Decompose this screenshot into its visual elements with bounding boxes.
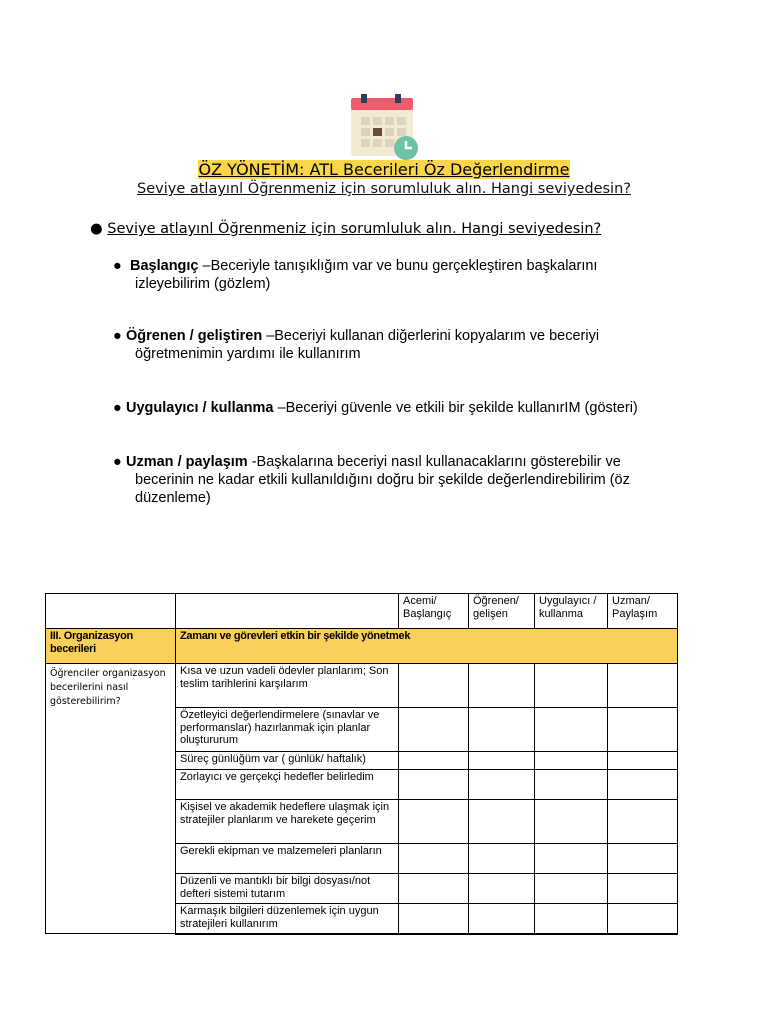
rating-cell[interactable]: [608, 708, 678, 752]
skill-cell: Karmaşık bilgileri düzenlemek için uygun stratejileri kullanırım: [176, 904, 399, 934]
skills-assessment-table: [45, 593, 678, 935]
rating-cell[interactable]: [608, 904, 678, 934]
rating-cell[interactable]: [469, 844, 535, 874]
table-row: [46, 664, 678, 708]
rating-cell[interactable]: [608, 844, 678, 874]
rating-cell[interactable]: [608, 874, 678, 904]
lead-bullet: ● Seviye atlayınl Öğrenmeniz için sorumluluk alın. Hangi seviyedesin?: [90, 221, 602, 237]
skill-cell: Kişisel ve akademik hedeflere ulaşmak için stratejiler planlarım ve harekete geçerim: [176, 800, 399, 844]
rating-cell[interactable]: [399, 752, 469, 770]
page-title: ÖZ YÖNETİM: ATL Becerileri Öz Değerlendirme: [198, 160, 570, 179]
guiding-question: Öğrenciler organizasyon becerilerini nasıl gösterebilirim?: [46, 664, 176, 934]
rating-cell[interactable]: [469, 800, 535, 844]
rating-cell[interactable]: [535, 708, 608, 752]
rating-cell[interactable]: [608, 664, 678, 708]
column-header: Uygulayıcı / kullanma: [535, 594, 608, 629]
rating-cell[interactable]: [535, 664, 608, 708]
rating-cell[interactable]: [469, 904, 535, 934]
column-header: Öğrenen/ gelişen: [469, 594, 535, 629]
rating-cell[interactable]: [399, 844, 469, 874]
column-header: Acemi/ Başlangıç: [399, 594, 469, 629]
section-label: III. Organizasyon becerileri: [46, 629, 176, 664]
rating-cell[interactable]: [535, 844, 608, 874]
rating-cell[interactable]: [608, 800, 678, 844]
section-title: Zamanı ve görevleri etkin bir şekilde yönetmek: [176, 629, 678, 664]
rating-cell[interactable]: [469, 752, 535, 770]
level-item-expert: ● Uzman / paylaşım -Başkalarına beceriyi nasıl kullanacaklarını gösterebilir ve becerinin ne kadar etkili kullanıldığını doğru bir şekilde değerlendirebilirim (öz düzenleme): [113, 454, 630, 506]
rating-cell[interactable]: [399, 664, 469, 708]
skill-cell: Düzenli ve mantıklı bir bilgi dosyası/not defteri sistemi tutarım: [176, 874, 399, 904]
rating-cell[interactable]: [469, 708, 535, 752]
level-item-beginner: ● Başlangıç –Beceriyle tanışıklığım var ve bunu gerçekleştiren başkalarını izleyebilirim (gözlem): [113, 258, 598, 292]
skill-cell: Kısa ve uzun vadeli ödevler planlarım; Son teslim tarihlerini karşılarım: [176, 664, 399, 708]
page-subtitle: Seviye atlayınl Öğrenmeniz için sorumluluk alın. Hangi seviyedesin?: [137, 181, 631, 197]
rating-cell[interactable]: [469, 770, 535, 800]
level-item-practitioner: ● Uygulayıcı / kullanma –Beceriyi güvenle ve etkili bir şekilde kullanırIM (gösteri): [113, 400, 638, 416]
calendar-clock-icon: [349, 92, 419, 162]
rating-cell[interactable]: [535, 874, 608, 904]
skill-cell: Gerekli ekipman ve malzemeleri planların: [176, 844, 399, 874]
section-row: [46, 629, 678, 664]
rating-cell[interactable]: [535, 904, 608, 934]
rating-cell[interactable]: [399, 904, 469, 934]
rating-cell[interactable]: [535, 800, 608, 844]
table-header-row: [46, 594, 678, 629]
rating-cell[interactable]: [399, 708, 469, 752]
rating-cell[interactable]: [399, 770, 469, 800]
column-header: Uzman/ Paylaşım: [608, 594, 678, 629]
skill-cell: Süreç günlüğüm var ( günlük/ haftalık): [176, 752, 399, 770]
rating-cell[interactable]: [608, 770, 678, 800]
rating-cell[interactable]: [469, 874, 535, 904]
skill-cell: Zorlayıcı ve gerçekçi hedefler belirledim: [176, 770, 399, 800]
rating-cell[interactable]: [535, 752, 608, 770]
level-item-learner: ● Öğrenen / geliştiren –Beceriyi kullanan diğerlerini kopyalarım ve beceriyi öğretmenimin yardımı ile kullanırım: [113, 328, 600, 362]
rating-cell[interactable]: [399, 800, 469, 844]
rating-cell[interactable]: [399, 874, 469, 904]
rating-cell[interactable]: [608, 752, 678, 770]
rating-cell[interactable]: [469, 664, 535, 708]
rating-cell[interactable]: [535, 770, 608, 800]
skill-cell: Özetleyici değerlendirmelere (sınavlar ve performanslar) hazırlanmak için planlar oluştururum: [176, 708, 399, 752]
